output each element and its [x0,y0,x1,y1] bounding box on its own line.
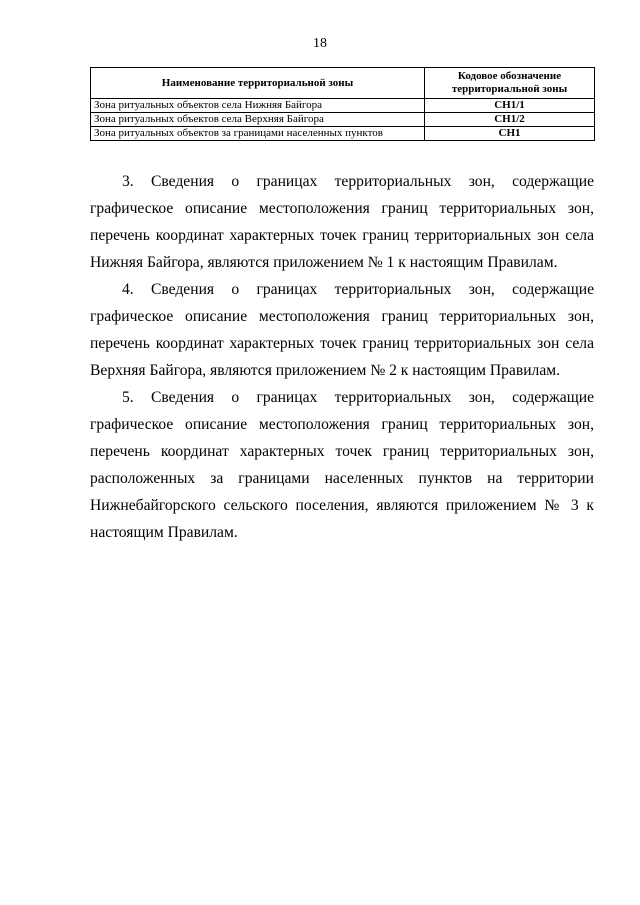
zone-name-cell: Зона ритуальных объектов за границами населенных пунктов [91,127,425,141]
page-number: 18 [313,36,327,51]
paragraph-3: 3. Сведения о границах территориальных зон, содержащие графическое описание местоположения границ территориальных зон, перечень координат характерных точек границ территориальных зон села Нижняя Байгора, являются приложением № 1 к настоящим Правилам. [90,173,594,271]
territorial-zones-table [90,67,595,141]
zone-name-cell: Зона ритуальных объектов села Нижняя Байгора [91,99,425,113]
zone-code-cell: СН1/2 [425,113,595,127]
paragraph-5: 5. Сведения о границах территориальных зон, содержащие графическое описание местоположения границ территориальных зон, перечень координат характерных точек границ территориальных зон, расположенных за границами населенных пунктов на территории Нижнебайгорского сельского поселения, являются приложением № 3 к настоящим Правилам. [90,389,594,541]
table-header-row [91,68,595,99]
table-row [91,113,595,127]
zone-code-cell: СН1 [425,127,595,141]
zone-code-cell: СН1/1 [425,99,595,113]
header-zone-code: Кодовое обозначение территориальной зоны [425,68,595,99]
zone-name-cell: Зона ритуальных объектов села Верхняя Байгора [91,113,425,127]
header-zone-name: Наименование территориальной зоны [91,68,425,99]
table-row [91,127,595,141]
body-text [90,168,594,546]
paragraph-4: 4. Сведения о границах территориальных зон, содержащие графическое описание местоположения границ территориальных зон, перечень координат характерных точек границ территориальных зон села Верхняя Байгора, являются приложением № 2 к настоящим Правилам. [90,281,594,379]
table-row [91,99,595,113]
